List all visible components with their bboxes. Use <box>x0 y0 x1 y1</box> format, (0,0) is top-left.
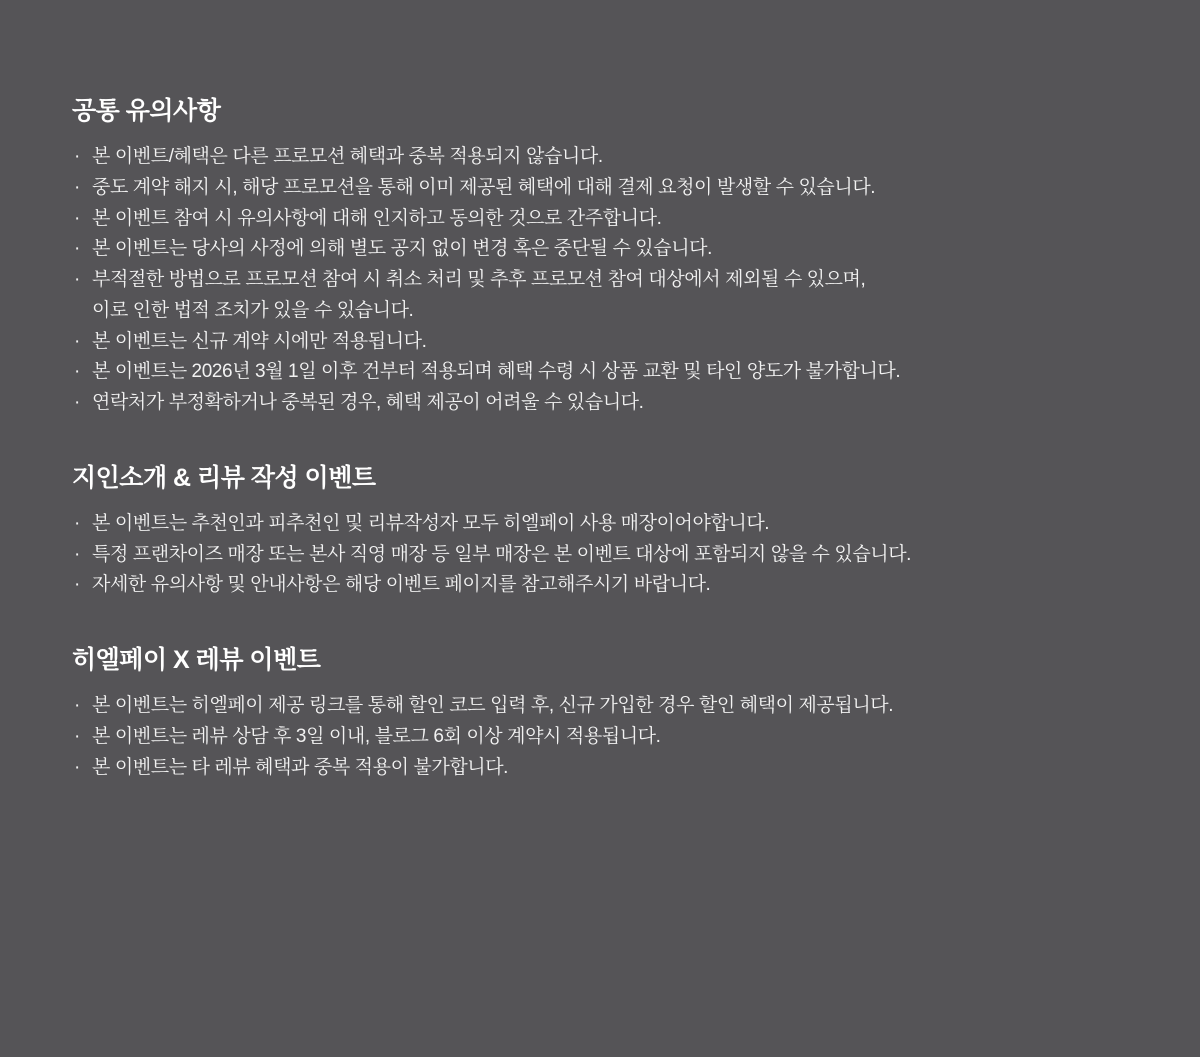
section-title: 공통 유의사항 <box>72 97 221 125</box>
bullet-icon: · <box>74 725 80 747</box>
notice-section <box>70 463 1130 601</box>
bullet-icon: · <box>74 146 80 167</box>
notice-item-continuation-text: 이로 인한 법적 조치가 있을 수 있습니다. <box>92 299 414 321</box>
notice-item-text: 부적절한 방법으로 프로모션 참여 시 취소 처리 및 추후 프로모션 참여 대상에서 제외될 수 있으며, <box>92 269 866 291</box>
notice-item <box>70 540 1130 571</box>
notice-item-text: 본 이벤트는 추천인과 피추천인 및 리뷰작성자 모두 히엘페이 사용 매장이어야합니다. <box>92 512 770 534</box>
notice-item-text: 본 이벤트는 타 레뷰 혜택과 중복 적용이 불가합니다. <box>92 756 509 778</box>
notice-item <box>70 570 1130 601</box>
notice-item <box>70 173 1130 204</box>
notice-item-text: 특정 프랜차이즈 매장 또는 본사 직영 매장 등 일부 매장은 본 이벤트 대상에 포함되지 않을 수 있습니다. <box>92 543 912 565</box>
bullet-icon: · <box>74 269 80 291</box>
notice-sections <box>70 96 1130 783</box>
notice-item <box>70 722 1130 753</box>
notice-item-text: 중도 계약 해지 시, 해당 프로모션을 통해 이미 제공된 혜택에 대해 결제 요청이 발생할 수 있습니다. <box>92 176 876 198</box>
notice-item <box>70 204 1130 235</box>
notice-item <box>70 388 1130 419</box>
notice-section <box>70 645 1130 783</box>
notice-item-text: 본 이벤트는 히엘페이 제공 링크를 통해 할인 코드 입력 후, 신규 가입한 경우 할인 혜택이 제공됩니다. <box>92 695 894 717</box>
notice-section <box>70 96 1130 419</box>
bullet-icon: · <box>74 361 80 383</box>
bullet-icon: · <box>74 756 80 778</box>
notice-item-text: 연락처가 부정확하거나 중복된 경우, 혜택 제공이 어려울 수 있습니다. <box>92 392 644 414</box>
bullet-icon: · <box>74 695 80 717</box>
notice-list <box>70 691 1130 783</box>
notice-item <box>70 327 1130 358</box>
notice-item <box>70 234 1130 265</box>
notice-item-continuation <box>70 296 1130 327</box>
notice-list <box>70 509 1130 601</box>
notice-item <box>70 753 1130 784</box>
section-title: 히엘페이 X 레뷰 이벤트 <box>72 646 321 675</box>
notice-item <box>70 357 1130 388</box>
notice-item-text: 자세한 유의사항 및 안내사항은 해당 이벤트 페이지를 참고해주시기 바랍니다. <box>92 574 711 596</box>
notice-item <box>70 142 1130 173</box>
notice-item-text: 본 이벤트 참여 시 유의사항에 대해 인지하고 동의한 것으로 간주합니다. <box>92 207 662 229</box>
notice-item-text: 본 이벤트는 2026년 3월 1일 이후 건부터 적용되며 혜택 수령 시 상품 교환 및 타인 양도가 불가합니다. <box>92 361 901 383</box>
notice-item <box>70 509 1130 540</box>
notice-item-text: 본 이벤트는 레뷰 상담 후 3일 이내, 블로그 6회 이상 계약시 적용됩니다. <box>92 725 661 747</box>
bullet-icon: · <box>74 176 80 198</box>
bullet-icon: · <box>74 543 80 565</box>
bullet-icon: · <box>74 207 80 229</box>
notice-item <box>70 691 1130 722</box>
notice-item-text: 본 이벤트는 신규 계약 시에만 적용됩니다. <box>92 330 427 352</box>
bullet-icon: · <box>74 574 80 596</box>
bullet-icon: · <box>74 392 80 414</box>
bullet-icon: · <box>74 330 80 352</box>
bullet-icon: · <box>74 512 80 534</box>
notice-item-text: 본 이벤트/혜택은 다른 프로모션 혜택과 중복 적용되지 않습니다. <box>92 146 603 167</box>
notice-item-text: 본 이벤트는 당사의 사정에 의해 별도 공지 없이 변경 혹은 중단될 수 있습니다. <box>92 238 713 260</box>
bullet-icon: · <box>74 238 80 260</box>
section-title: 지인소개 & 리뷰 작성 이벤트 <box>72 463 376 492</box>
notice-list <box>70 142 1130 419</box>
notice-item <box>70 265 1130 296</box>
